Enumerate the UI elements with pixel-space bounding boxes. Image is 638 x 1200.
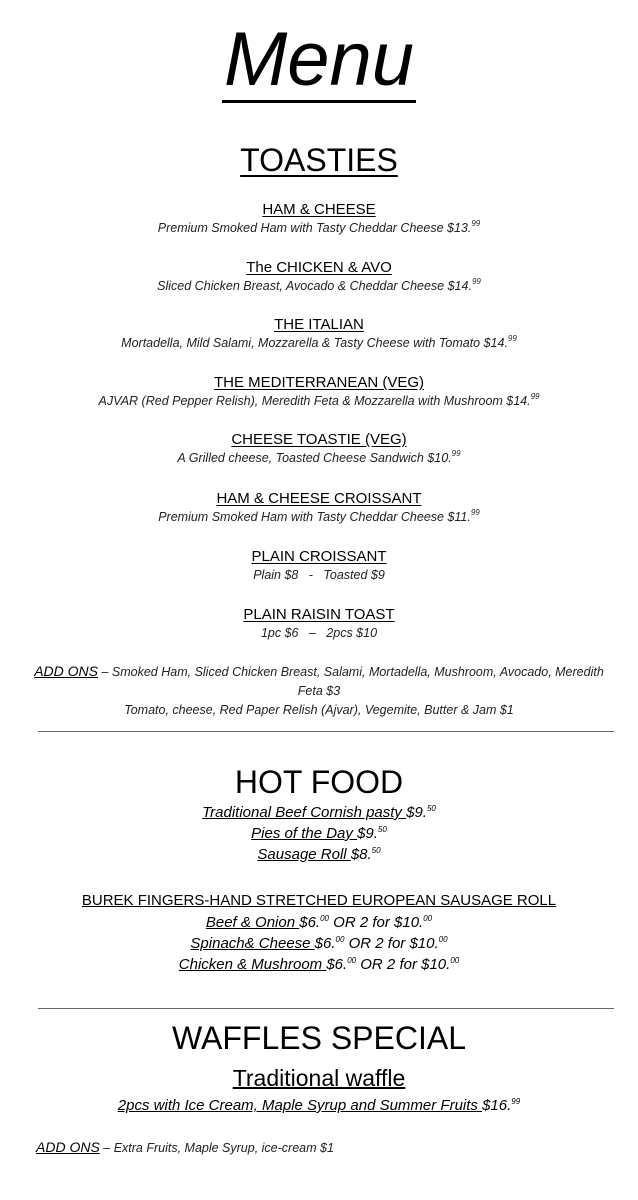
item-name: CHEESE TOASTIE (VEG)	[231, 431, 407, 448]
burek-item: Beef & Onion $6.00 OR 2 for $10.00	[205, 914, 433, 931]
hot-food-item: Traditional Beef Cornish pasty $9.50	[202, 804, 436, 821]
item-desc: 1pc $6 – 2pcs $10	[260, 626, 378, 640]
item-name: PLAIN RAISIN TOAST	[243, 606, 395, 623]
toasties-addons: ADD ONS – Smoked Ham, Sliced Chicken Breast, Salami, Mortadella, Mushroom, Avocado, Meredith Feta $3 Tomato, cheese, Red Paper Relish (Ajvar), Vegemite, Butter & Jam $1	[34, 663, 604, 717]
burek-item: Chicken & Mushroom $6.00 OR 2 for $10.00	[178, 956, 460, 973]
item-desc: Mortadella, Mild Salami, Mozzarella & Tasty Cheese with Tomato $14.99	[121, 334, 517, 350]
addons-label: ADD ONS	[34, 663, 98, 679]
menu-item	[20, 430, 618, 468]
waffle-item: 2pcs with Ice Cream, Maple Syrup and Summer Fruits $16.99	[117, 1097, 521, 1114]
hot-food-item: Pies of the Day $9.50	[251, 825, 387, 842]
addons-label: ADD ONS	[36, 1139, 100, 1155]
item-name: HAM & CHEESE CROISSANT	[216, 490, 422, 507]
item-desc: Premium Smoked Ham with Tasty Cheddar Cheese $11.99	[158, 508, 480, 524]
menu-item	[20, 200, 618, 238]
burek-item: Spinach& Cheese $6.00 OR 2 for $10.00	[190, 935, 448, 952]
item-desc: Plain $8 - Toasted $9	[253, 568, 385, 582]
menu-item	[20, 258, 618, 296]
waffles-heading: WAFFLES SPECIAL	[172, 1020, 466, 1056]
waffles-subheading: Traditional waffle	[232, 1065, 406, 1091]
addons-line-2: Tomato, cheese, Red Paper Relish (Ajvar), Vegemite, Butter & Jam $1	[124, 703, 514, 717]
menu-item	[20, 547, 618, 585]
hot-food-heading: HOT FOOD	[234, 764, 404, 800]
item-name: THE MEDITERRANEAN (VEG)	[213, 374, 424, 391]
burek-title: BUREK FINGERS-HAND STRETCHED EUROPEAN SAUSAGE ROLL	[81, 892, 557, 909]
item-desc: Sliced Chicken Breast, Avocado & Cheddar Cheese $14.99	[157, 277, 481, 293]
toasties-heading: TOASTIES	[240, 142, 398, 178]
menu-item	[20, 489, 618, 527]
divider	[38, 1008, 614, 1009]
menu-item	[20, 315, 618, 353]
divider	[38, 731, 614, 732]
item-desc: AJVAR (Red Pepper Relish), Meredith Feta & Mozzarella with Mushroom $14.99	[98, 392, 540, 408]
hot-food-item: Sausage Roll $8.50	[257, 846, 381, 863]
item-name: HAM & CHEESE	[262, 201, 376, 218]
menu-title: Menu	[223, 17, 415, 102]
menu-item	[20, 373, 618, 411]
item-name: THE ITALIAN	[274, 316, 364, 333]
item-name: The CHICKEN & AVO	[246, 259, 392, 276]
item-name: PLAIN CROISSANT	[251, 548, 387, 565]
menu-item	[20, 605, 618, 643]
item-desc: A Grilled cheese, Toasted Cheese Sandwich $10.99	[177, 449, 461, 465]
waffles-addons: ADD ONS – Extra Fruits, Maple Syrup, ice-cream $1	[36, 1139, 334, 1155]
item-desc: Premium Smoked Ham with Tasty Cheddar Cheese $13.99	[157, 219, 481, 235]
